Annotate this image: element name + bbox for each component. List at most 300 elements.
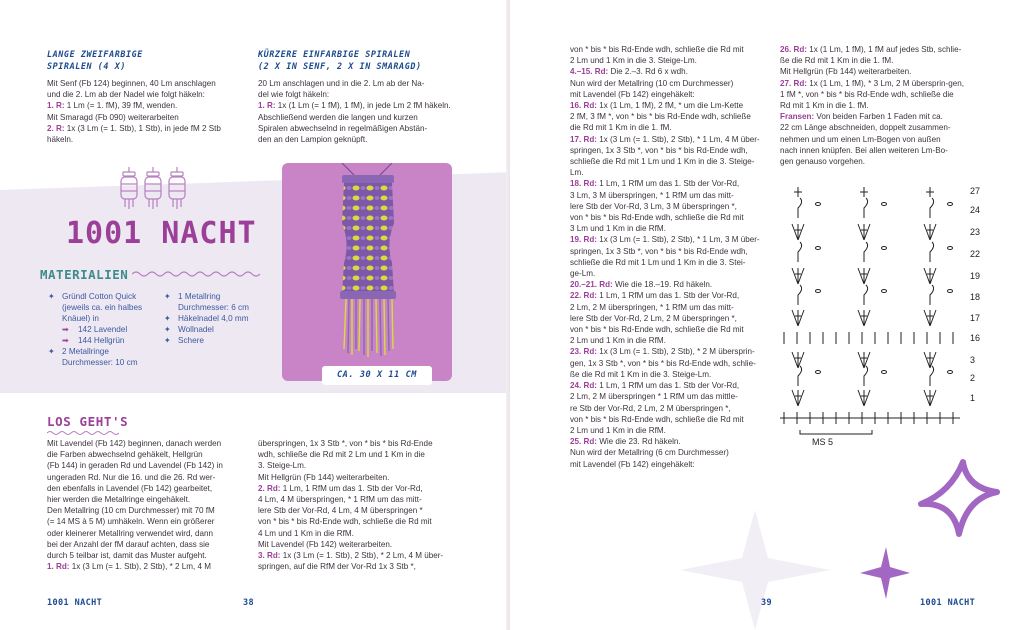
material-item: [48, 347, 178, 357]
chart-symbol: [930, 366, 934, 386]
chart-symbol: [798, 366, 802, 386]
line-text: Mit Lavendel (Fb 142) weiterarbeiten.: [258, 539, 393, 549]
text-line: [570, 89, 775, 100]
line-text: durch 5 teilbar ist, damit das Muster aufgeht.: [47, 551, 207, 561]
lantern-icon: [121, 167, 137, 209]
line-text: Den Metallring (10 cm Durchmesser) mit 70 fM: [47, 506, 215, 516]
line-text: Lm.: [570, 168, 584, 178]
line-text: den ebenfalls in Lavendel (Fb 142) gearbeitet,: [47, 483, 213, 493]
chart-symbol: [816, 290, 821, 293]
crochet-lantern-image: [282, 163, 452, 381]
line-text: 1x (3 Lm (= 1. Stb), 2 Stb), * 2 Lm, 4 M: [69, 562, 211, 572]
text-line: [780, 55, 990, 66]
text-line: [47, 472, 247, 483]
text-line: [47, 494, 247, 505]
text-line: [47, 78, 247, 89]
text-line: [570, 122, 775, 133]
line-text: del wie folgt häkeln:: [258, 90, 330, 100]
text-line: [570, 358, 775, 369]
text-line: [258, 460, 463, 471]
material-text: 2 Metallringe: [62, 347, 109, 356]
long-spirals-heading: LANGE ZWEIFARBIGE SPIRALEN (4 X): [47, 49, 143, 71]
instructions-col-2: [258, 438, 463, 572]
chart-symbol: [930, 310, 936, 326]
material-item: [48, 292, 178, 302]
text-line: [780, 111, 990, 122]
round-label: 2. Rd:: [258, 483, 281, 493]
text-line: [780, 134, 990, 145]
chart-symbol: [858, 268, 864, 284]
text-line: [570, 78, 775, 89]
text-line: [47, 112, 247, 123]
text-line: [258, 539, 463, 550]
round-label: 24. Rd:: [570, 381, 597, 391]
line-text: 3 Lm und 1 Km in die RfM.: [570, 224, 666, 234]
chart-symbol: [858, 224, 864, 240]
chart-symbol: [924, 390, 930, 406]
line-text: 2 Lm und 1 Km in die RfM.: [570, 425, 666, 435]
text-line: [47, 100, 247, 111]
material-item: [48, 358, 178, 368]
chart-symbol: [798, 224, 804, 240]
material-item: [48, 336, 178, 346]
text-line: [258, 494, 463, 505]
line-text: 1x (3 Lm (= 1. Stb), 1 Stb), in jede fM 2 Stb: [64, 123, 221, 133]
text-line: [258, 123, 463, 134]
text-line: [780, 100, 990, 111]
text-line: [258, 112, 463, 123]
material-item: [164, 303, 274, 313]
chart-symbol: [798, 198, 802, 218]
line-text: 2 Lm und 1 Km in die RfM.: [570, 336, 666, 346]
line-text: springen, 1x 3 Stb *, von * bis * bis Rd-Ende wdh,: [570, 246, 748, 256]
chart-symbol: [798, 352, 804, 368]
page-number-right: 39: [761, 598, 773, 608]
chart-symbol: [882, 247, 887, 250]
text-line: [258, 134, 463, 145]
line-text: den an den Lampion geknüpft.: [258, 135, 368, 145]
instructions-col-1: [47, 438, 247, 572]
text-line: [47, 89, 247, 100]
material-text: 144 Hellgrün: [78, 336, 125, 345]
star-bullet-icon: ✦: [48, 292, 55, 301]
material-text: Häkelnadel 4,0 mm: [178, 314, 249, 323]
text-line: [570, 100, 775, 111]
line-text: ge-Lm.: [570, 269, 596, 279]
chart-symbol: [792, 352, 798, 368]
chart-symbol: [798, 390, 804, 406]
instructions-col-3: [570, 44, 775, 470]
pattern-title: 1001 NACHT: [66, 216, 257, 251]
round-label: 1. R:: [258, 101, 276, 111]
text-line: [780, 44, 990, 55]
line-text: nehmen und um einen Lm-Bogen von außen: [780, 134, 941, 144]
text-line: [570, 425, 775, 436]
chart-symbol: [864, 352, 870, 368]
chart-symbol: [924, 224, 930, 240]
line-text: 1x (3 Lm (= 1. Stb), 2 Stb), * 1 Lm, 4 M über-: [597, 134, 760, 144]
chart-symbol: [858, 390, 864, 406]
text-line: [258, 449, 463, 460]
pattern-repeat-label: MS 5: [812, 437, 834, 447]
text-line: [258, 438, 463, 449]
text-line: [47, 123, 247, 134]
text-line: [570, 290, 775, 301]
faint-star-icon: [680, 510, 830, 630]
text-line: [570, 212, 775, 223]
text-line: [570, 324, 775, 335]
text-line: [570, 156, 775, 167]
round-label: 3. Rd:: [258, 551, 281, 561]
text-line: [570, 44, 775, 55]
chart-symbol: [864, 390, 870, 406]
text-line: [570, 414, 775, 425]
round-label: 27. Rd:: [780, 78, 807, 88]
materials-heading: MATERIALIEN: [40, 267, 129, 282]
round-label: 25. Rd:: [570, 437, 597, 447]
text-line: [570, 223, 775, 234]
right-page: [510, 0, 1020, 630]
text-line: [47, 134, 247, 145]
wave-decoration: [132, 270, 264, 278]
lantern-photo: [282, 163, 452, 381]
text-line: [780, 89, 990, 100]
line-text: gen genauso vorgehen.: [780, 157, 866, 167]
chart-row-number: 24: [970, 205, 981, 215]
line-text: von * bis * bis Rd-Ende wdh, schließe die Rd mit: [570, 213, 744, 223]
line-text: schließe die Rd mit 1 Lm und 1 Km in die 3. Steige-: [570, 157, 755, 167]
line-text: hier werden die Metallringe eingehäkelt.: [47, 495, 191, 505]
short-spirals-text: [258, 78, 463, 145]
footer-title-left: 1001 NACHT: [47, 598, 103, 608]
chart-symbol: [864, 224, 870, 240]
material-item: [164, 336, 274, 346]
text-line: [570, 134, 775, 145]
chart-symbol: [800, 430, 872, 434]
short-spirals-section: [258, 48, 463, 145]
line-text: von * bis * bis Rd-Ende wdh, schließe die Rd mit: [570, 45, 744, 54]
line-text: Spiralen abwechselnd in regelmäßigen Abstän-: [258, 123, 428, 133]
line-text: häkeln.: [47, 135, 74, 145]
text-line: [570, 190, 775, 201]
line-text: Mit Senf (Fb 124) beginnen, 40 Lm anschlagen: [47, 79, 216, 88]
round-label: 26. Rd:: [780, 45, 807, 54]
text-line: [780, 145, 990, 156]
line-text: Von beiden Farben 1 Faden mit ca.: [814, 112, 943, 122]
line-text: wdh, schließe die Rd mit 2 Lm und 1 Km in die: [258, 450, 425, 460]
material-text: (jeweils ca. ein halbes: [62, 303, 143, 312]
chart-symbol: [930, 390, 936, 406]
text-line: [570, 268, 775, 279]
text-line: [570, 279, 775, 290]
line-text: 1x (3 Lm (= 1. Stb), 2 Stb), * 1 Lm, 3 M über-: [597, 235, 760, 245]
chart-symbol: [924, 310, 930, 326]
text-line: [570, 369, 775, 380]
text-line: [47, 483, 247, 494]
page-number-left: 38: [243, 598, 255, 608]
chart-symbol: [792, 310, 798, 326]
line-text: Mit Hellgrün (Fb 144) weiterarbeiten.: [780, 67, 912, 77]
line-text: von * bis * bis Rd-Ende wdh, schließe die Rd mit: [570, 414, 744, 424]
text-line: [258, 550, 463, 561]
line-text: 3. Steige-Lm.: [258, 461, 307, 471]
line-text: (Fb 144) in geraden Rd und Lavendel (Fb 142) in: [47, 461, 223, 471]
text-line: [570, 111, 775, 122]
lantern-icons: [115, 167, 195, 213]
line-text: überspringen, 1x 3 Stb *, von * bis * bis Rd-Ende: [258, 439, 433, 448]
line-text: lere Stb der Vor-Rd, 4 Lm, 4 M überspringen *: [258, 506, 423, 516]
chart-symbol: [858, 352, 864, 368]
text-line: [570, 145, 775, 156]
line-text: 2 Lm, 2 M überspringen * 1 RfM um das mittle-: [570, 392, 738, 402]
line-text: lere Stb der Vor-Rd, 2 Lm, 2 M überspringen *,: [570, 313, 737, 323]
chart-symbol: [882, 371, 887, 374]
line-text: die Rd mit 1 Km in die 1. fM.: [570, 123, 672, 133]
chart-symbol: [930, 224, 936, 240]
text-line: [780, 156, 990, 167]
line-text: schließe die Rd mit 1 Lm und 1 Km in die 3. Stei-: [570, 257, 746, 267]
chart-symbol: [930, 352, 936, 368]
text-line: [258, 89, 463, 100]
line-text: die Farben abwechselnd gehäkelt, Hellgrün: [47, 450, 203, 460]
material-text: Wollnadel: [178, 325, 214, 334]
text-line: [570, 167, 775, 178]
chart-symbol: [864, 285, 868, 305]
line-text: 20 Lm anschlagen und in die 2. Lm ab der Na-: [258, 79, 425, 88]
chart-row-number: 22: [970, 249, 981, 259]
material-text: Knäuel) in: [62, 314, 99, 323]
line-text: ungeraden Rd. Nur die 16. und die 26. Rd wer-: [47, 472, 216, 482]
line-text: Abschließend werden die langen und kurzen: [258, 112, 418, 122]
text-line: [47, 516, 247, 527]
text-line: [258, 528, 463, 539]
text-line: [780, 66, 990, 77]
line-text: oder kleinerer Metallring verwendet wird, dann: [47, 528, 214, 538]
round-label: 17. Rd:: [570, 134, 597, 144]
chart-symbol: [816, 247, 821, 250]
line-text: 1x (1 Lm, 1 fM), 1 fM auf jedes Stb, schlie-: [807, 45, 962, 54]
text-line: [47, 539, 247, 550]
material-item: [164, 325, 274, 335]
chart-symbol: [924, 352, 930, 368]
line-text: von * bis * bis Rd-Ende wdh, schließe die Rd mit: [570, 325, 744, 335]
round-label: 16. Rd:: [570, 101, 597, 111]
small-star-icon: [858, 545, 912, 601]
text-line: [570, 447, 775, 458]
chart-symbol: [798, 285, 802, 305]
chart-row-number: 1: [970, 393, 976, 403]
text-line: [47, 550, 247, 561]
chart-symbol: [792, 390, 798, 406]
line-text: von * bis * bis Rd-Ende wdh, schließe die Rd mit: [258, 517, 432, 527]
round-label: 1. R:: [47, 101, 65, 111]
chart-symbol: [924, 268, 930, 284]
line-text: 1x (1 Lm, 1 fM), 2 fM, * um die Lm-Kette: [597, 101, 744, 111]
chart-row-number: 16: [970, 333, 981, 343]
long-spirals-section: [47, 48, 247, 145]
chart-symbol: [792, 268, 798, 284]
chart-symbol: [930, 198, 934, 218]
line-text: ße die Rd mit 1 Km in die 3. Steige-Lm.: [570, 369, 712, 379]
line-text: ße die Rd mit 1 Km in die 1. fM.: [780, 56, 894, 66]
text-line: [47, 438, 247, 449]
text-line: [47, 528, 247, 539]
chart-symbol: [930, 242, 934, 262]
line-text: 4 Lm, 4 M überspringen, * 1 RfM um das mitt-: [258, 495, 422, 505]
line-text: 2 Lm, 2 M überspringen, * 1 RfM um das mitt-: [570, 302, 734, 312]
round-label: 19. Rd:: [570, 235, 597, 245]
line-text: 1 Lm (= 1. fM), 39 fM, wenden.: [64, 101, 178, 111]
text-line: [47, 561, 247, 572]
round-label: Fransen:: [780, 112, 815, 122]
star-bullet-icon: ✦: [48, 347, 55, 356]
line-text: springen, auf die RfM der Vor-Rd 1x 3 Stb *,: [258, 562, 416, 572]
heading-wave: [47, 430, 119, 436]
line-text: Mit Lavendel (Fb 142) beginnen, danach werden: [47, 439, 222, 448]
line-text: Rd mit 1 Km in die 1. fM.: [780, 101, 869, 111]
text-line: [570, 55, 775, 66]
chart-row-number: 18: [970, 292, 981, 302]
line-text: bei der Anzahl der fM darauf achten, dass sie: [47, 539, 210, 549]
text-line: [570, 234, 775, 245]
chart-symbol: [948, 247, 953, 250]
chart-symbol: [948, 290, 953, 293]
instructions-heading: LOS GEHT'S: [47, 414, 129, 429]
text-line: [258, 561, 463, 572]
line-text: 1 Lm, 1 RfM um das 1. Stb der Vor-Rd,: [280, 483, 423, 493]
line-text: 1x (3 Lm (= 1. Stb), 2 Stb), * 2 Lm, 4 M über-: [280, 551, 444, 561]
material-item: [48, 325, 178, 335]
text-line: [570, 335, 775, 346]
text-line: [570, 403, 775, 414]
chart-symbol: [798, 268, 804, 284]
arrow-bullet-icon: ➡: [62, 336, 69, 345]
chart-row-number: 19: [970, 271, 981, 281]
material-text: 142 Lavendel: [78, 325, 128, 334]
text-line: [570, 246, 775, 257]
line-text: springen, 1x 3 Stb *, von * bis * bis Rd-Ende wdh,: [570, 145, 748, 155]
line-text: und die 2. Lm ab der Nadel wie folgt häkeln:: [47, 90, 205, 100]
text-line: [258, 78, 463, 89]
material-text: Durchmesser: 10 cm: [62, 358, 138, 367]
round-label: 18. Rd:: [570, 179, 597, 189]
chart-symbol: [948, 203, 953, 206]
material-text: Durchmesser: 6 cm: [178, 303, 249, 312]
chart-symbol: [864, 242, 868, 262]
materials-list-b: [164, 292, 274, 347]
chart-symbol: [864, 366, 868, 386]
line-text: 2 Lm und 1 Km in die 3. Steige-Lm.: [570, 56, 697, 66]
line-text: 1 Lm, 1 RfM um das 1. Stb der Vor-Rd,: [597, 291, 740, 301]
round-label: 22. Rd:: [570, 291, 597, 301]
text-line: [570, 391, 775, 402]
chart-symbol: [930, 268, 936, 284]
short-spirals-heading: KÜRZERE EINFARBIGE SPIRALEN (2 X IN SENF, 2 X IN SMARAGD): [258, 49, 422, 71]
round-label: 2. R:: [47, 123, 65, 133]
line-text: Nun wird der Metallring (10 cm Durchmesser): [570, 78, 734, 88]
size-tag: CA. 30 X 11 CM: [322, 366, 432, 385]
text-line: [570, 380, 775, 391]
star-bullet-icon: ✦: [164, 325, 171, 334]
line-text: 1 fM *, von * bis * bis Rd-Ende wdh, schließe die: [780, 89, 954, 99]
chart-row-number: 2: [970, 373, 976, 383]
purple-star-icon: [915, 458, 1000, 538]
line-text: 4 Lm und 1 Km in die RfM.: [258, 528, 354, 538]
chart-symbol: [798, 242, 802, 262]
text-line: [780, 122, 990, 133]
chart-row-number: 17: [970, 313, 981, 323]
text-line: [570, 302, 775, 313]
chart-symbol: [864, 198, 868, 218]
star-bullet-icon: ✦: [164, 336, 171, 345]
star-bullet-icon: ✦: [164, 292, 171, 301]
text-line: [570, 346, 775, 357]
material-item: [48, 303, 178, 313]
line-text: (= 14 MS à 5 M) umhäkeln. Wenn ein größerer: [47, 517, 215, 527]
line-text: 1x (1 Lm, 1 fM), * 3 Lm, 2 M übersprin-gen,: [807, 78, 964, 88]
footer-title-right: 1001 NACHT: [920, 598, 976, 608]
lantern-icon: [169, 167, 185, 209]
line-text: gen, 1x 3 Stb *, von * bis * bis Rd-Ende wdh, schlie-: [570, 358, 756, 368]
long-spirals-text: [47, 78, 247, 145]
text-line: [47, 505, 247, 516]
line-text: 2 fM, 3 fM *, von * bis * bis Rd-Ende wdh, schließe: [570, 112, 751, 122]
crochet-chart: [780, 180, 990, 450]
chart-symbol: [816, 371, 821, 374]
line-text: Mit Hellgrün (Fb 144) weiterarbeiten.: [258, 472, 390, 482]
text-line: [258, 483, 463, 494]
chart-symbol: [792, 224, 798, 240]
text-line: [47, 449, 247, 460]
text-line: [570, 313, 775, 324]
arrow-bullet-icon: ➡: [62, 325, 69, 334]
material-text: 1 Metallring: [178, 292, 221, 301]
line-text: 1x (1 Lm (= 1 fM), 1 fM), in jede Lm 2 fM häkeln.: [275, 101, 451, 111]
chart-symbol: [882, 290, 887, 293]
line-text: 1 Lm, 1 RfM um das 1. Stb der Vor-Rd,: [597, 179, 740, 189]
instructions-col-4: [780, 44, 990, 167]
chart-symbol: [816, 203, 821, 206]
line-text: Mit Smaragd (Fb 090) weiterarbeiten: [47, 112, 179, 122]
line-text: mit Lavendel (Fb 142) eingehäkelt:: [570, 459, 695, 469]
text-line: [258, 100, 463, 111]
chart-symbol: [930, 285, 934, 305]
line-text: 22 cm Länge abschneiden, doppelt zusammen-: [780, 123, 951, 133]
material-text: Schere: [178, 336, 204, 345]
line-text: 3 Lm, 3 M überspringen, * 1 RfM um das mitt-: [570, 190, 734, 200]
chart-row-number: 27: [970, 186, 981, 196]
chart-symbol: [948, 371, 953, 374]
line-text: re Stb der Vor-Rd, 2 Lm, 2 M überspringen *,: [570, 403, 731, 413]
text-line: [47, 460, 247, 471]
chart-symbol: [798, 310, 804, 326]
material-item: [48, 314, 178, 324]
line-text: Wie die 23. Rd häkeln.: [597, 437, 681, 447]
star-bullet-icon: ✦: [164, 314, 171, 323]
line-text: Die 2.–3. Rd 6 x wdh.: [608, 67, 688, 77]
materials-list-a: [48, 292, 178, 369]
line-text: nach innen knüpfen. Bei allen weiteren Lm-Bo-: [780, 145, 948, 155]
line-text: 1 Lm, 1 RfM um das 1. Stb der Vor-Rd,: [597, 381, 740, 391]
chart-row-number: 23: [970, 227, 981, 237]
line-text: mit Lavendel (Fb 142) eingehäkelt:: [570, 89, 695, 99]
text-line: [258, 516, 463, 527]
line-text: Wie die 18.–19. Rd häkeln.: [612, 280, 713, 290]
chart-symbol: [864, 310, 870, 326]
line-text: Nun wird der Metallring (6 cm Durchmesser): [570, 448, 729, 458]
chart-row-number: 3: [970, 355, 976, 365]
text-line: [258, 505, 463, 516]
